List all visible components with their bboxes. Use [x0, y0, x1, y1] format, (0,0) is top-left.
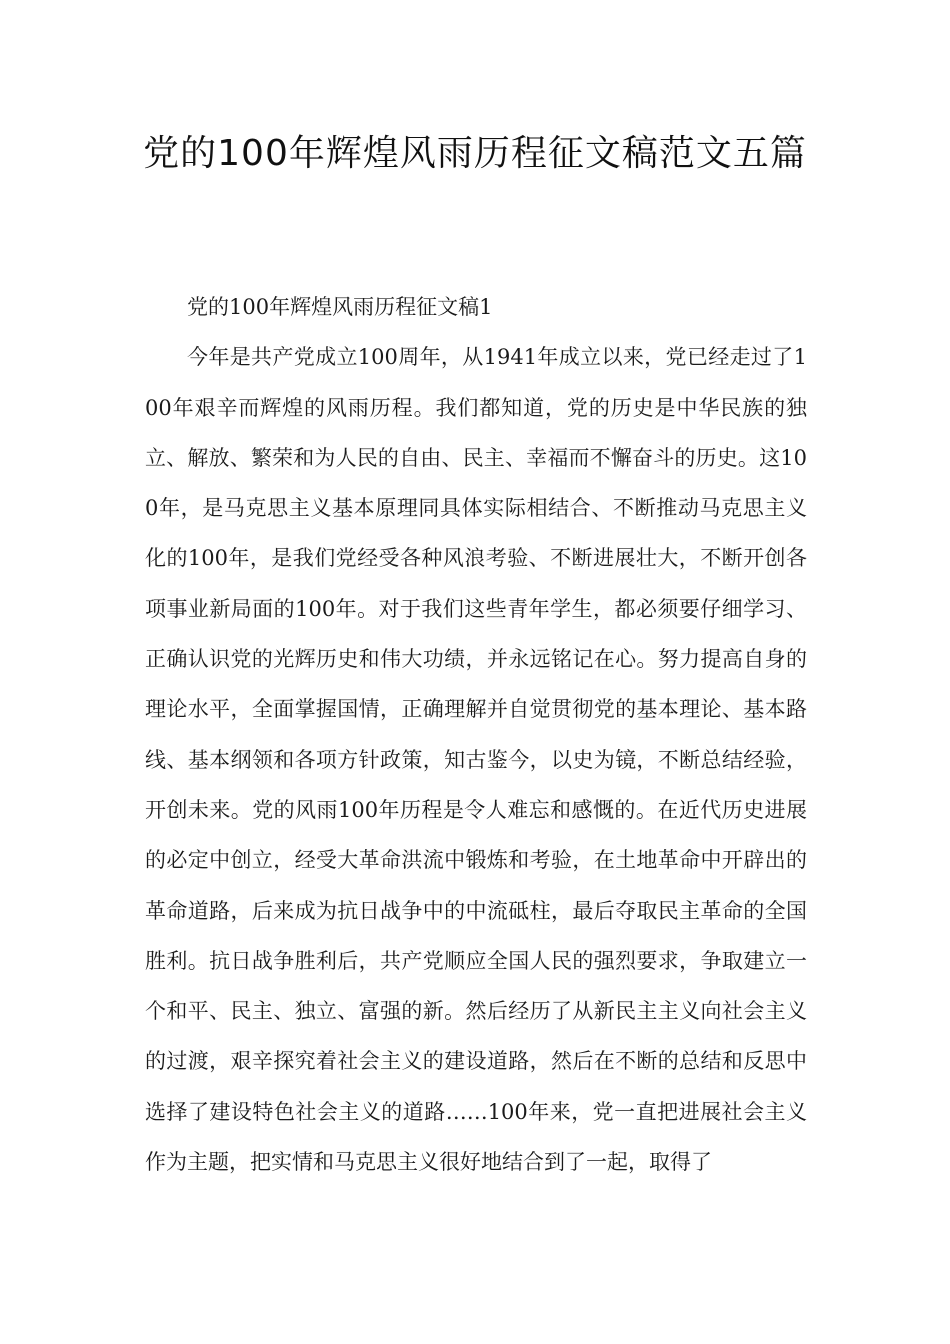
body-paragraph: 今年是共产党成立100周年，从1941年成立以来，党已经走过了100年艰辛而辉煌的风雨历程。我们都知道，党的历史是中华民族的独立、解放、繁荣和为人民的自由、民主、幸福而不懈奋斗的历史。这100年，是马克思主义基本原理同具体实际相结合、不断推动马克思主义化的100年，是我们党经受各种风浪考验、不断进展壮大，不断开创各项事业新局面的100年。对于我们这些青年学生，都必须要仔细学习、正确认识党的光辉历史和伟大功绩，并永远铭记在心。努力提高自身的理论水平，全面掌握国情，正确理解并自觉贯彻党的基本理论、基本路线、基本纲领和各项方针政策，知古鉴今，以史为镜，不断总结经验，开创未来。党的风雨100年历程是令人难忘和感慨的。在近代历史进展的必定中创立，经受大革命洪流中锻炼和考验，在土地革命中开辟出的革命道路，后来成为抗日战争中的中流砥柱，最后夺取民主革命的全国胜利。抗日战争胜利后，共产党顺应全国人民的强烈要求，争取建立一个和平、民主、独立、富强的新。然后经历了从新民主主义向社会主义的过渡，艰辛探究着社会主义的建设道路，然后在不断的总结和反思中选择了建设特色社会主义的道路……100年来，党一直把进展社会主义作为主题，把实情和马克思主义很好地结合到了一起，取得了 [145, 345, 807, 1175]
section-heading: 党的100年辉煌风雨历程征文稿1 [187, 295, 493, 319]
document-title: 党的100年辉煌风雨历程征文稿范文五篇 [143, 133, 807, 174]
document-body [145, 282, 807, 1187]
